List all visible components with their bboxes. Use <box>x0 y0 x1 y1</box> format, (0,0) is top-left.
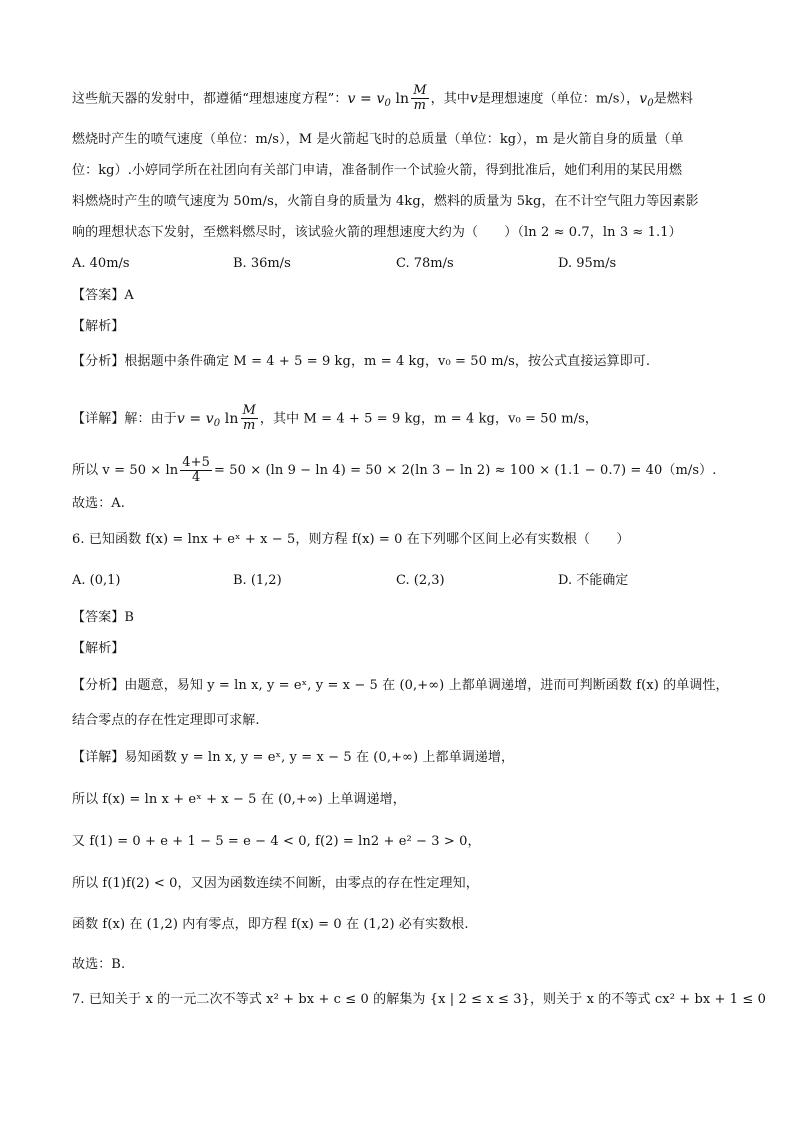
q6-analysis-line-1: 【分析】由题意，易知 y = ln x, y = eˣ, y = x − 5 在 (0,+∞) 上都单调递增，进而可判断函数 f(x) 的单调性， <box>72 678 729 693</box>
q6-select: 故选：B. <box>72 957 126 972</box>
ideal-velocity-formula-repeat: $v = v_0$ ln $\frac{M}{m}$ <box>176 403 256 433</box>
q5-option-c: C. 78m/s <box>396 256 454 271</box>
q6-detail-line-1: 【详解】易知函数 y = ln x, y = eˣ, y = x − 5 在 (0,+∞) 上都单调递增， <box>72 750 515 765</box>
q6-analysis-line-2: 结合零点的存在性定理即可求解. <box>72 713 260 728</box>
q5-answer: 【答案】A <box>72 288 134 303</box>
q6-detail-line-5: 函数 f(x) 在 (1,2) 内有零点，即方程 f(x) = 0 在 (1,2) 必有实数根. <box>72 917 469 932</box>
q5-option-d: D. 95m/s <box>558 256 617 271</box>
q6-answer: 【答案】B <box>72 610 135 625</box>
q5-stem-line-2: 燃烧时产生的喷气速度（单位：m/s），M 是火箭起飞时的总质量（单位：kg），m 是火箭自身的质量（单 <box>72 132 684 147</box>
q6-option-d: D. 不能确定 <box>558 573 629 588</box>
q6-option-c: C. (2,3) <box>396 573 445 588</box>
q5-stem-line-5: 响的理想状态下发射，至燃料燃尽时，该试验火箭的理想速度大约为（ ）（ln 2 ≈ 0.7，ln 3 ≈ 1.1） <box>72 225 682 240</box>
q5-detail-line-1: 【详解】解：由于$v = v_0$ ln $\frac{M}{m}$ ，其中 M = 4 + 5 = 9 kg，m = 4 kg，v₀ = 50 m/s， <box>72 403 599 433</box>
q5-stem-line-4: 料燃烧时产生的喷气速度为 50m/s，火箭自身的质量为 4kg，燃料的质量为 5kg，在不计空气阻力等因素影 <box>72 194 699 209</box>
q6-jiexi-heading: 【解析】 <box>72 641 125 656</box>
q6-detail-line-4: 所以 f(1)f(2) < 0，又因为函数连续不间断，由零点的存在性定理知， <box>72 876 479 891</box>
q5-calculation-line: 所以 v = 50 × ln $\frac{4+5}{4}$ = 50 × (ln 9 − ln 4) = 50 × 2(ln 3 − ln 2) ≈ 100 × (1.1 − 0.7) = 40（m/s）. <box>72 455 717 485</box>
q5-select: 故选：A. <box>72 496 126 511</box>
q5-stem-line-1: 这些航天器的发射中，都遵循“理想速度方程”：$v = v_0$ ln $\frac{M}{m}$ ，其中v是理想速度（单位：m/s），$v_0$是燃料 <box>72 83 694 113</box>
q6-option-b: B. (1,2) <box>233 573 282 588</box>
q6-detail-line-2: 所以 f(x) = ln x + eˣ + x − 5 在 (0,+∞) 上单调递增， <box>72 792 406 807</box>
q5-analysis: 【分析】根据题中条件确定 M = 4 + 5 = 9 kg，m = 4 kg，v₀ = 50 m/s，按公式直接运算即可. <box>72 354 651 369</box>
q5-option-a: A. 40m/s <box>72 256 130 271</box>
text-segment: 这些航天器的发射中，都遵循“理想速度方程”： <box>72 91 348 107</box>
q7-stem: 7. 已知关于 x 的一元二次不等式 x² + bx + c ≤ 0 的解集为 {x | 2 ≤ x ≤ 3}，则关于 x 的不等式 cx² + bx + 1 ≤ 0 <box>72 992 766 1007</box>
q5-jiexi-heading: 【解析】 <box>72 319 125 334</box>
q5-stem-line-3: 位：kg）.小婷同学所在社团向有关部门申请，准备制作一个试验火箭，得到批准后，她们利用的某民用燃 <box>72 163 683 178</box>
ideal-velocity-formula: $v = v_0$ ln $\frac{M}{m}$ <box>347 83 427 113</box>
q6-stem: 6. 已知函数 f(x) = lnx + eˣ + x − 5，则方程 f(x) = 0 在下列哪个区间上必有实数根（ ） <box>72 532 630 547</box>
q6-detail-line-3: 又 f(1) = 0 + e + 1 − 5 = e − 4 < 0, f(2) = ln2 + e² − 3 > 0， <box>72 834 481 849</box>
q6-option-a: A. (0,1) <box>72 573 121 588</box>
q5-option-b: B. 36m/s <box>233 256 291 271</box>
